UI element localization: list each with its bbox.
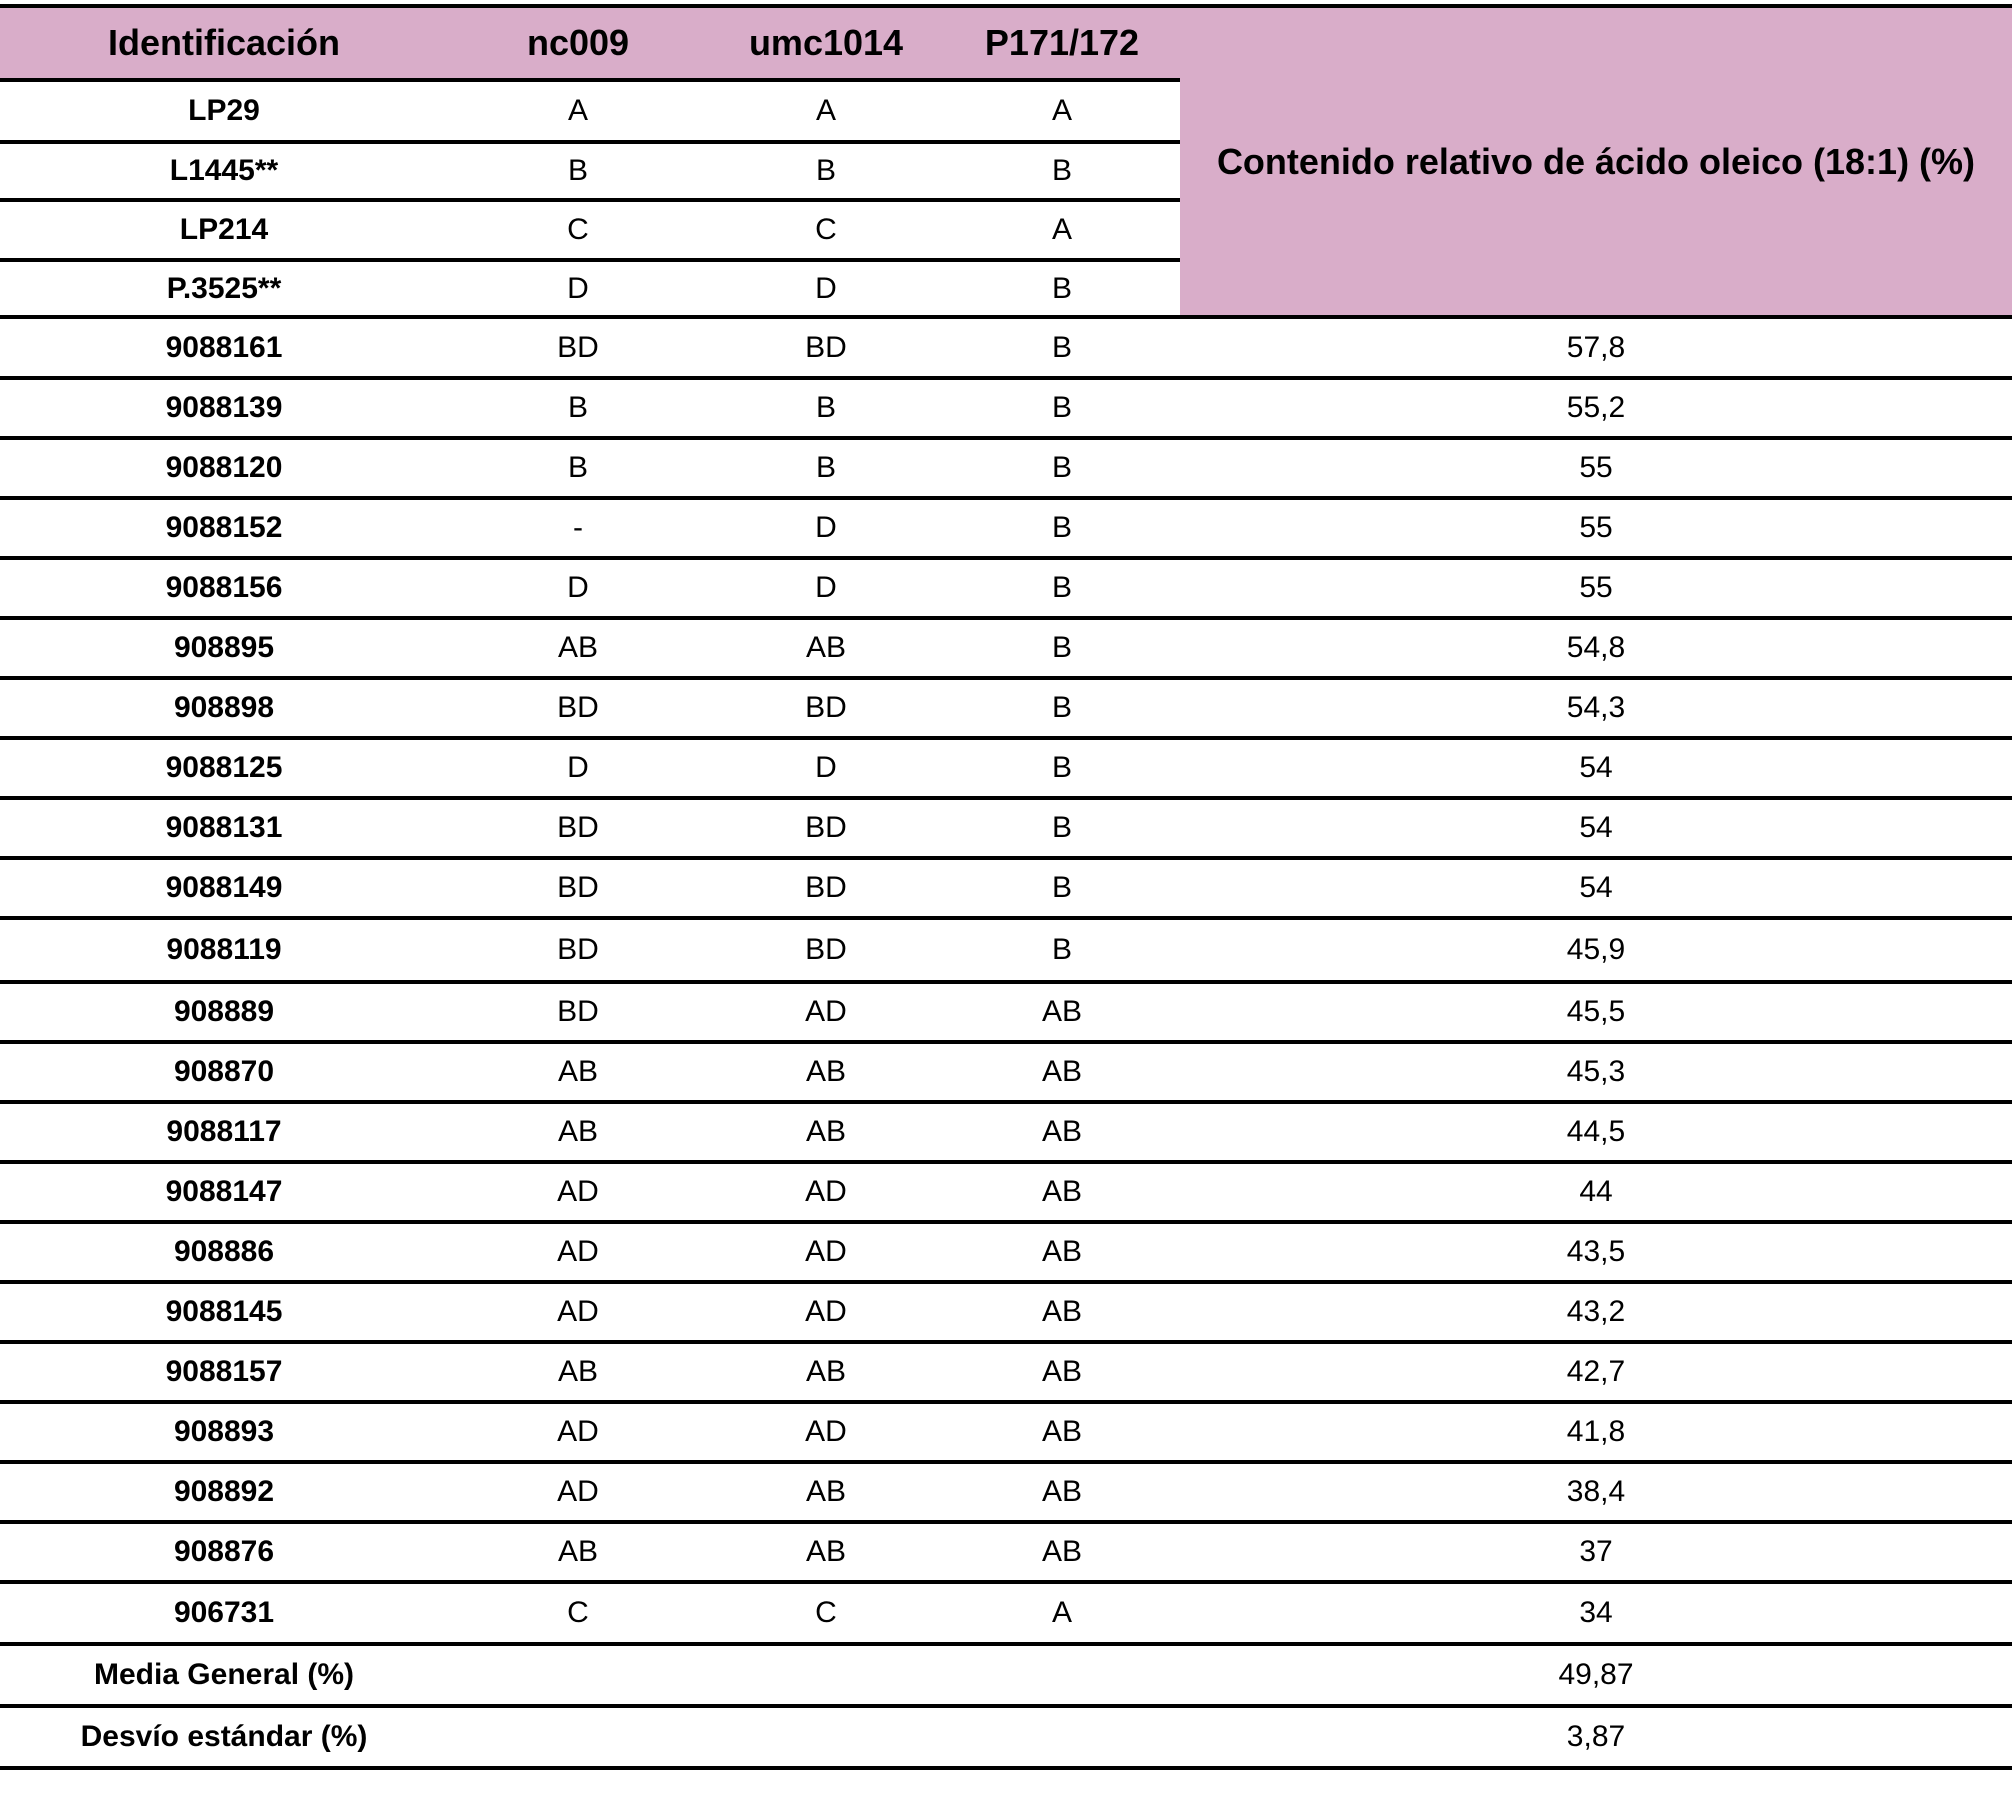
row-p171_172-cell: AB [1041,995,1083,1028]
row-divider [0,1704,2012,1708]
row-umc1014-cell: D [815,571,837,604]
row-umc1014-cell: C [815,1596,837,1629]
row-umc1014-cell: AD [805,995,847,1028]
row-oleic-cell: 44 [1579,1175,1613,1208]
row-divider [0,1400,2012,1404]
row-oleic-cell: 37 [1579,1535,1613,1568]
row-divider [0,1580,2012,1584]
row-umc1014-cell: AD [805,1235,847,1268]
summary-label: Media General (%) [93,1658,355,1691]
row-divider [0,1766,2012,1770]
row-nc009-cell: B [567,391,588,424]
row-umc1014-cell: D [815,511,837,544]
row-id-cell: 9088120 [165,451,283,484]
row-oleic-cell: 55 [1579,571,1613,604]
row-nc009-cell: AB [557,1055,599,1088]
row-id-cell: 908889 [173,995,275,1028]
row-id-cell: 908876 [173,1535,275,1568]
row-oleic-cell: 54 [1579,871,1613,904]
row-divider [0,556,2012,560]
row-id-cell: 9088119 [166,933,282,966]
column-header-nc009: nc009 [526,22,630,63]
parent-umc1014-cell: B [815,154,836,187]
row-oleic-cell: 54 [1579,811,1613,844]
row-divider [0,258,1180,262]
row-oleic-cell: 38,4 [1566,1475,1626,1508]
row-oleic-cell: 43,2 [1566,1295,1626,1328]
parent-p171_172-cell: A [1051,213,1072,246]
row-umc1014-cell: BD [805,811,847,844]
row-p171_172-cell: B [1051,451,1072,484]
row-id-cell: 9088147 [165,1175,283,1208]
row-id-cell: 908893 [173,1415,275,1448]
row-umc1014-cell: AD [805,1415,847,1448]
row-p171_172-cell: AB [1041,1415,1083,1448]
row-umc1014-cell: AB [805,1055,847,1088]
row-id-cell: 9088117 [166,1115,282,1148]
parent-id-cell: P.3525** [166,271,282,305]
row-p171_172-cell: AB [1041,1295,1083,1328]
row-umc1014-cell: BD [805,691,847,724]
row-divider [0,78,1180,82]
row-p171_172-cell: B [1051,811,1072,844]
summary-label: Desvío estándar (%) [80,1720,368,1753]
row-oleic-cell: 45,9 [1566,933,1626,966]
row-nc009-cell: AB [557,1355,599,1388]
row-oleic-cell: 54 [1579,751,1613,784]
row-umc1014-cell: AD [805,1295,847,1328]
row-nc009-cell: AB [557,1115,599,1148]
parent-id-cell: L1445** [169,154,279,187]
row-p171_172-cell: AB [1041,1535,1083,1568]
row-p171_172-cell: B [1051,691,1072,724]
column-header-identificacion: Identificación [107,22,341,63]
row-nc009-cell: AD [557,1415,599,1448]
parent-umc1014-cell: D [815,271,837,305]
row-divider [0,1460,2012,1464]
row-p171_172-cell: AB [1041,1175,1083,1208]
row-nc009-cell: B [567,451,588,484]
row-umc1014-cell: BD [805,871,847,904]
row-divider [0,856,2012,860]
row-umc1014-cell: BD [805,933,847,966]
row-p171_172-cell: A [1051,1596,1072,1629]
row-id-cell: 908895 [173,631,275,664]
row-divider [0,1520,2012,1524]
row-umc1014-cell: AB [805,1115,847,1148]
row-nc009-cell: BD [557,995,599,1028]
row-nc009-cell: AD [557,1475,599,1508]
row-oleic-cell: 54,3 [1566,691,1626,724]
row-divider [0,980,2012,984]
row-divider [0,1220,2012,1224]
row-oleic-cell: 55,2 [1566,391,1626,424]
row-p171_172-cell: B [1051,511,1072,544]
row-divider [0,916,2012,920]
parent-id-cell: LP29 [188,94,260,127]
row-divider [0,198,1180,202]
row-divider [0,1340,2012,1344]
row-p171_172-cell: B [1051,391,1072,424]
row-p171_172-cell: B [1051,330,1072,364]
row-id-cell: 9088152 [165,511,283,544]
row-id-cell: 908886 [173,1235,275,1268]
column-header-umc1014: umc1014 [748,22,904,63]
row-p171_172-cell: AB [1041,1235,1083,1268]
row-id-cell: 9088161 [165,330,283,364]
row-p171_172-cell: B [1051,933,1072,966]
parent-nc009-cell: C [567,213,589,246]
row-nc009-cell: AD [557,1235,599,1268]
row-id-cell: 9088145 [165,1295,283,1328]
row-oleic-cell: 45,3 [1566,1055,1626,1088]
row-id-cell: 908898 [173,691,275,724]
row-nc009-cell: BD [557,330,599,364]
row-id-cell: 9088125 [165,751,283,784]
parent-p171_172-cell: A [1051,94,1072,127]
row-umc1014-cell: AB [805,1535,847,1568]
row-nc009-cell: AD [557,1295,599,1328]
row-nc009-cell: AB [557,631,599,664]
row-nc009-cell: AD [557,1175,599,1208]
row-divider [0,1160,2012,1164]
row-id-cell: 9088149 [165,871,283,904]
row-umc1014-cell: B [815,451,836,484]
row-nc009-cell: D [567,751,589,784]
row-divider [0,376,2012,380]
parent-nc009-cell: B [567,154,588,187]
row-p171_172-cell: B [1051,631,1072,664]
column-header-oleic: Contenido relativo de ácido oleico (18:1) (%) [1216,140,1976,182]
row-id-cell: 908870 [173,1055,275,1088]
row-id-cell: 906731 [173,1596,275,1629]
summary-value: 3,87 [1566,1720,1626,1753]
parent-nc009-cell: A [567,94,588,127]
row-oleic-cell: 42,7 [1566,1355,1626,1388]
row-umc1014-cell: AB [805,631,847,664]
row-divider [0,676,2012,680]
row-oleic-cell: 55 [1579,511,1613,544]
row-divider [0,140,1180,144]
row-umc1014-cell: BD [805,330,847,364]
row-divider [0,796,2012,800]
row-nc009-cell: BD [557,933,599,966]
row-p171_172-cell: B [1051,871,1072,904]
row-oleic-cell: 45,5 [1566,995,1626,1028]
row-oleic-cell: 34 [1579,1596,1613,1629]
row-p171_172-cell: AB [1041,1115,1083,1148]
column-header-p171-172: P171/172 [984,22,1140,63]
row-p171_172-cell: B [1051,571,1072,604]
row-divider [0,4,2012,8]
row-oleic-cell: 43,5 [1566,1235,1626,1268]
parent-umc1014-cell: C [815,213,837,246]
row-nc009-cell: BD [557,811,599,844]
parent-umc1014-cell: A [815,94,836,127]
row-p171_172-cell: B [1051,751,1072,784]
row-divider [0,1100,2012,1104]
row-nc009-cell: - [573,511,583,544]
row-divider [0,616,2012,620]
row-divider [0,496,2012,500]
row-id-cell: 908892 [173,1475,275,1508]
row-oleic-cell: 57,8 [1566,330,1626,364]
row-nc009-cell: BD [557,691,599,724]
row-umc1014-cell: AB [805,1475,847,1508]
row-divider [0,736,2012,740]
row-p171_172-cell: AB [1041,1475,1083,1508]
parent-p171_172-cell: B [1051,271,1072,305]
row-id-cell: 9088157 [165,1355,283,1388]
row-divider [0,315,2012,319]
parent-nc009-cell: D [567,271,589,305]
row-divider [0,1642,2012,1646]
row-nc009-cell: AB [557,1535,599,1568]
row-id-cell: 9088156 [165,571,283,604]
row-nc009-cell: C [567,1596,589,1629]
row-oleic-cell: 41,8 [1566,1415,1626,1448]
summary-value: 49,87 [1558,1658,1634,1691]
row-p171_172-cell: AB [1041,1355,1083,1388]
parent-p171_172-cell: B [1051,154,1072,187]
row-nc009-cell: D [567,571,589,604]
row-oleic-cell: 55 [1579,451,1613,484]
row-oleic-cell: 54,8 [1566,631,1626,664]
row-divider [0,436,2012,440]
row-divider [0,1040,2012,1044]
row-umc1014-cell: D [815,751,837,784]
row-nc009-cell: BD [557,871,599,904]
row-id-cell: 9088139 [165,391,283,424]
row-umc1014-cell: AD [805,1175,847,1208]
row-umc1014-cell: B [815,391,836,424]
parent-id-cell: LP214 [179,213,269,246]
row-oleic-cell: 44,5 [1566,1115,1626,1148]
row-umc1014-cell: AB [805,1355,847,1388]
row-id-cell: 9088131 [165,811,283,844]
row-divider [0,1280,2012,1284]
row-p171_172-cell: AB [1041,1055,1083,1088]
